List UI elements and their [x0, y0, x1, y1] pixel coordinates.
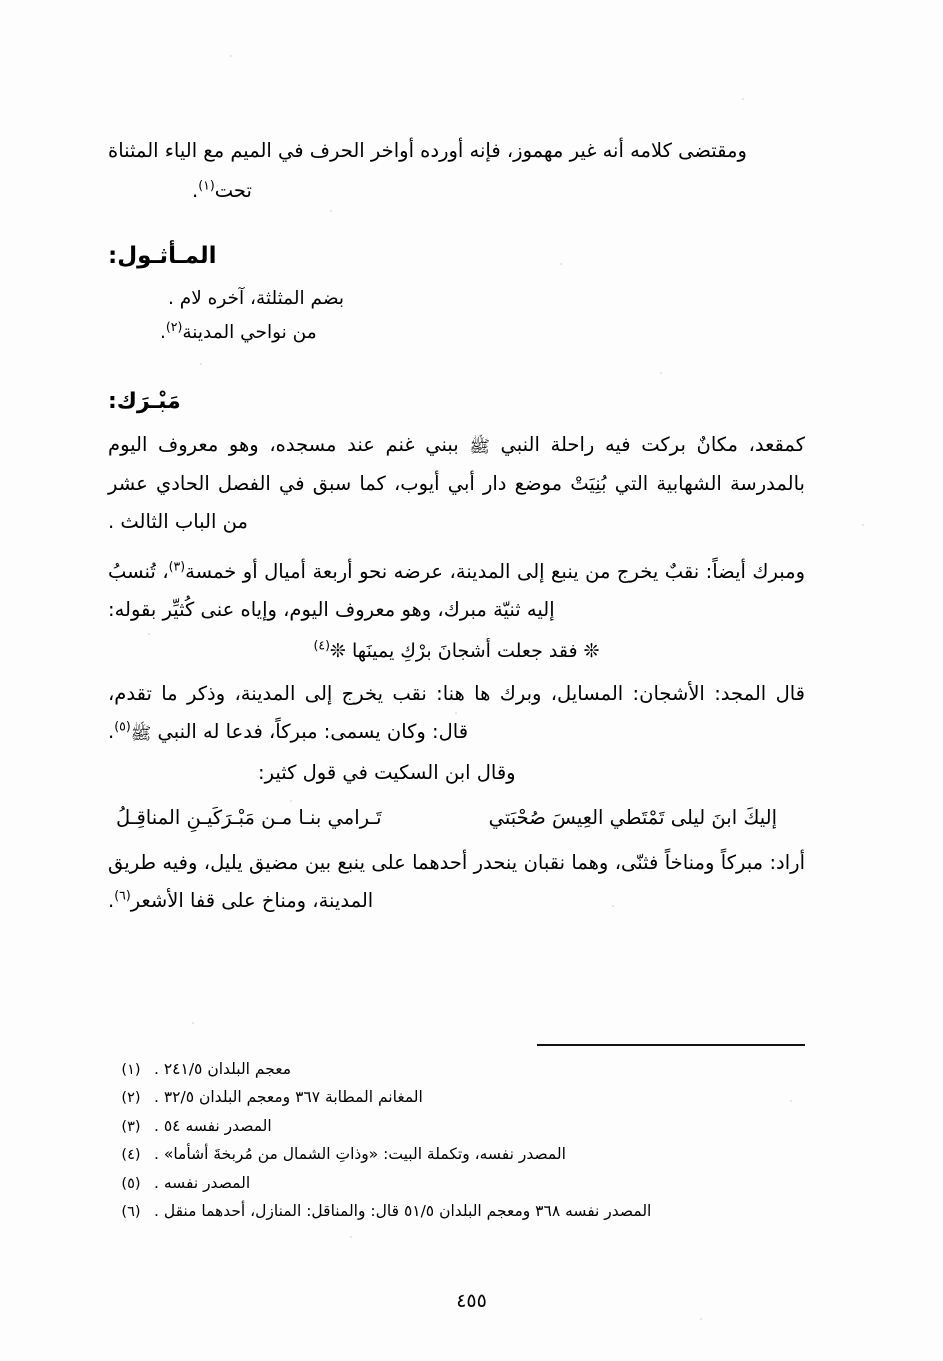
- entry2-p5-text: أراد: مبركاً ومناخاً فثنّى، وهما نقبان ينحدر أحدهما على ينبع بين مضيق يليل، وفيه طريق المدينة، ومناخ على قفا الأشعر: [108, 851, 805, 912]
- footnote-item: [108, 1141, 805, 1170]
- opening-line2-end: .: [192, 179, 199, 202]
- footnote-item: [108, 1198, 805, 1227]
- entry1-gloss-line-2: [108, 316, 805, 350]
- entry-headword-almathul: المـأثـول:: [108, 243, 217, 269]
- footnote-item: [108, 1113, 805, 1142]
- verse-line-kuthayyir: [108, 633, 805, 669]
- footnotes-section: [108, 1044, 805, 1227]
- opening-paragraph-line-1: ومقتضى كلامه أنه غير مهموز، فإنه أورده أواخر الحرف في الميم مع الياء المثناة: [108, 139, 747, 162]
- page-number: ٤٥٥: [456, 1290, 487, 1312]
- entry2-p1-part1: كمقعد، مكانٌ بركت فيه راحلة النبي: [500, 433, 805, 456]
- footnote-item: [108, 1056, 805, 1085]
- couplet-hemistich-first: إليكَ ابنَ ليلى تَمْتَطي العِيسَ صُحْبَتي: [488, 806, 777, 829]
- opening-line2-text: تحت: [214, 179, 252, 202]
- footnote-ref-4[interactable]: (٤): [313, 637, 330, 653]
- footnote-number: (١): [121, 1061, 141, 1078]
- footnote-ref-1[interactable]: (١): [198, 177, 215, 193]
- entry2-p3-end: .: [108, 720, 115, 743]
- footnote-text: المصدر نفسه ٥٤ .: [154, 1116, 272, 1135]
- opening-paragraph-line-2: [108, 172, 805, 210]
- entry2-paragraph-5: [108, 844, 805, 920]
- footnote-text: المغانم المطابة ٣٦٧ ومعجم البلدان ٣٢/٥ .: [154, 1088, 423, 1107]
- entry1-gloss2-text: من نواحي المدينة: [182, 322, 317, 343]
- entry2-p3-text: قال المجد: الأشجان: المسايل، وبرك ها هنا: نقب يخرج إلى المدينة، وذكر ما تقدم، قال: وكان يسمى: مبركاً، فدعا له النبي: [108, 682, 805, 743]
- footnote-text: المصدر نفسه ٣٦٨ ومعجم البلدان ٥١/٥ قال: والمناقل: المنازل، أحدهما منقل .: [154, 1202, 652, 1221]
- footnote-ref-2[interactable]: (٢): [165, 318, 183, 334]
- poetry-couplet: [108, 800, 805, 836]
- footnote-text: معجم البلدان ٢٤١/٥ .: [154, 1059, 292, 1078]
- entry2-paragraph-1: [108, 426, 805, 541]
- scan-speck: [230, 55, 232, 57]
- entry2-paragraph-4: وقال ابن السكيت في قول كثير:: [258, 761, 516, 784]
- footnote-number: (٥): [121, 1175, 141, 1192]
- scan-speck: [700, 1318, 702, 1320]
- entry-headword-mabrak: مَبْـرَك:: [108, 389, 181, 414]
- entry1-gloss2-end: .: [160, 322, 166, 343]
- verse-text: ❊ فقد جعلت أشجانَ برْكِ يمينَها ❊: [329, 640, 600, 662]
- entry2-paragraph-2: [108, 553, 805, 629]
- footnote-item: [108, 1084, 805, 1113]
- footnote-number: (٣): [121, 1118, 141, 1135]
- footnote-separator-rule: [537, 1044, 805, 1046]
- footnote-ref-5[interactable]: (٥): [114, 718, 131, 734]
- entry1-gloss-line-1: بضم المثلثة، آخره لام .: [168, 288, 345, 309]
- scan-speck: [192, 1022, 194, 1024]
- footnote-number: (٤): [121, 1147, 141, 1164]
- footnote-number: (٢): [121, 1090, 141, 1107]
- entry2-p5-end: .: [108, 889, 115, 912]
- scan-speck: [350, 1236, 352, 1238]
- salla-allahu-alayhi-wasallam-icon: ﷺ: [130, 724, 152, 744]
- entry2-p1-part2: ببني غنم عند مسجده، وهو معروف اليوم بالمدرسة الشهابية التي بُنِيَتْ موضع دار أبي أيوب، كما سبق في الفصل الحادي عشر من الباب الثالث .: [108, 433, 805, 533]
- entry2-p2-part1: ومبرك أيضاً: نقبٌ يخرج من ينبع إلى المدينة، عرضه نحو أربعة أميال أو خمسة: [185, 560, 805, 583]
- spacer: [108, 212, 805, 222]
- spacer: [108, 350, 805, 366]
- page-content: [108, 132, 805, 922]
- salla-allahu-alayhi-wasallam-icon: ﷺ: [469, 437, 490, 457]
- footnote-text: المصدر نفسه، وتكملة البيت: «وذاتِ الشمال من مُربخةَ أشأما» .: [154, 1145, 566, 1164]
- footnote-ref-6[interactable]: (٦): [114, 887, 131, 903]
- scan-speck: [742, 98, 744, 100]
- footnote-number: (٦): [121, 1204, 141, 1221]
- scan-speck: [862, 524, 864, 526]
- entry2-p2-part2: ، تُنسبُ إليه ثنيّة مبرك، وهو معروف اليوم، وإياه عنى كُثيِّر بقوله:: [108, 560, 555, 621]
- footnote-ref-3[interactable]: (٣): [168, 558, 186, 574]
- spacer: [108, 543, 805, 553]
- footnote-text: المصدر نفسه .: [154, 1173, 251, 1192]
- entry2-paragraph-3: [108, 675, 805, 752]
- footnote-item: [108, 1170, 805, 1199]
- couplet-hemistich-second: تَـرامي بنـا مـن مَبْـرَكَيـنِ المناقِـلُ: [116, 806, 382, 829]
